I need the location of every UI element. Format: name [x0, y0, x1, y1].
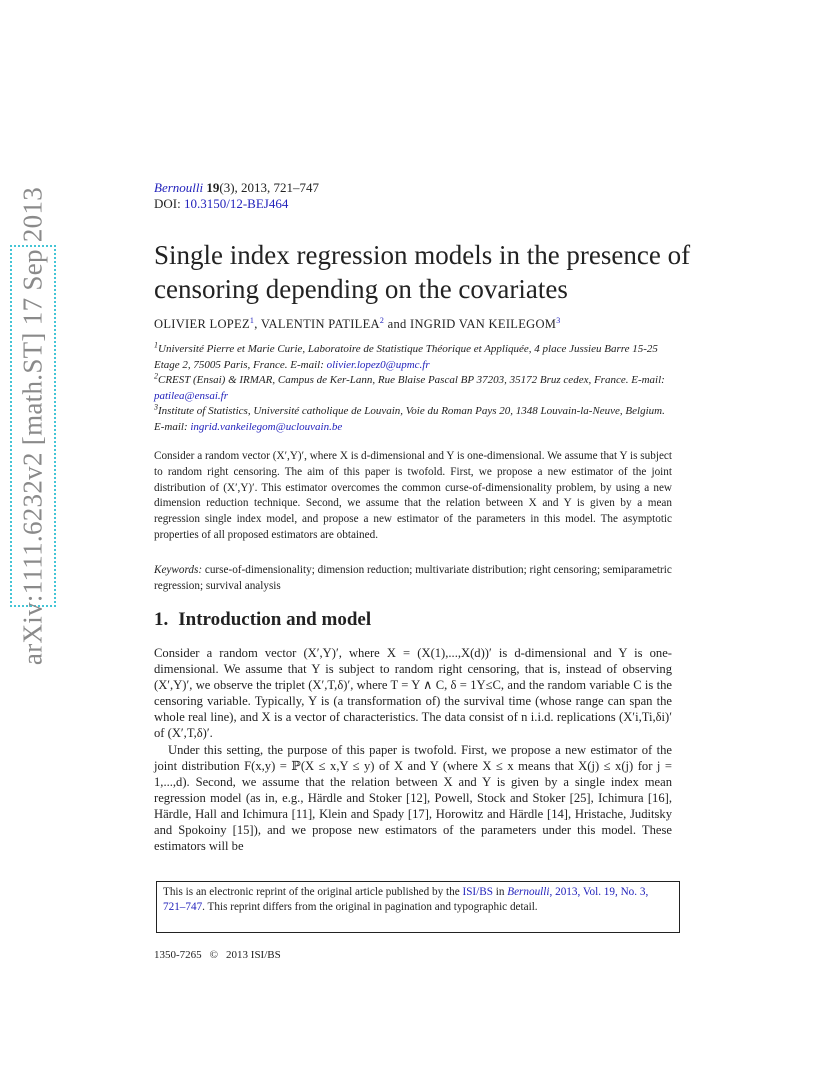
affiliation-3 [154, 404, 674, 435]
affiliation-1-email-link[interactable]: olivier.lopez0@upmc.fr [326, 358, 430, 371]
abstract: Consider a random vector (X′,Y)′, where X is d-dimensional and Y is one-dimensional. We assume that Y is subject to random right censoring. The aim of this paper is twofold. First, we propose a new estimator of the joint distribution of (X′,Y)′. This estimator overcomes the common curse-of-dimensionality problem, by using a new dimension reduction technique. Second, we assume that the relation between X and Y is given by a mean regression single index model, and propose a new estimator of the parameters in this model. The asymptotic properties of all proposed estimators are obtained. [154, 450, 672, 541]
affiliation-1-text: Université Pierre et Marie Curie, Laboratoire de Statistique Théorique et Appliquée, 4 place Jussieu Barre 15-25 Etage 2, 75005 Paris, France. E-mail: [154, 343, 658, 371]
journal-volume: 19 [206, 180, 220, 195]
keywords-text: curse-of-dimensionality; dimension reduction; multivariate distribution; right censoring; semiparametric regression; survival analysis [154, 564, 672, 592]
keywords-label: Keywords: [154, 564, 203, 576]
author-list [154, 317, 561, 332]
arxiv-stamp-text: arXiv:1111.6232v2 [math.ST] 17 Sep 2013 [17, 186, 48, 666]
reprint-citation-link[interactable]: , 2013, Vol. 19, No. 3, 721–747 [163, 886, 649, 914]
journal-issue-pages: (3), 2013, 721–747 [219, 180, 320, 195]
affiliation-3-email-link[interactable]: ingrid.vankeilegom@uclouvain.be [190, 420, 343, 433]
author-2-sup: 2 [379, 315, 385, 325]
keywords [154, 563, 672, 595]
affiliation-2 [154, 373, 674, 404]
affiliations [154, 342, 674, 435]
body-paragraph-2: Under this setting, the purpose of this paper is twofold. First, we propose a new estimator of the joint distribution F(x,y) = ℙ(X ≤ x,Y ≤ y) of X and Y (where X ≤ x means that X(j) ≤ x(j) for j = 1,...,d). Second, we assume that the relation between X and Y is given by a single index mean regression model (as in, e.g., Härdle and Stoker [12], Powell, Stock and Stoker [25], Ichimura [16], Härdle, Hall and Ichimura [11], Klein and Spady [17], Horowitz and Härdle [14], Hristache, Juditsky and Spokoiny [15]), and we propose new estimators of the parameters under this model. These estimators will be [154, 742, 672, 854]
affiliation-2-sup: 2 [154, 371, 158, 381]
reprint-post: . This reprint differs from the original in pagination and typographic detail. [202, 901, 538, 914]
affiliation-1-sup: 1 [154, 340, 158, 350]
copyright-text: 2013 ISI/BS [226, 949, 281, 961]
section-number: 1. [154, 609, 169, 630]
issn-copyright [154, 949, 281, 961]
body-paragraph-1: Consider a random vector (X′,Y)′, where X = (X(1),...,X(d))′ is d-dimensional and Y is one-dimensional. We assume that Y is subject to random right censoring, that is, instead of observing (X′,Y)′, we observe the triplet (X′,T,δ)′, where T = Y ∧ C, δ = 1Y≤C, and the random variable C is the censoring variable. Typically, Y is (a transformation of) the survival time (whose range can span the whole real line), and X is a vector of characteristics. The data consist of n i.i.d. replications (X′i,Ti,δi)′ of (X′,T,δ)′. [154, 646, 672, 741]
author-1-sup: 1 [249, 315, 255, 325]
author-3-sup: 3 [556, 315, 561, 325]
affiliation-1 [154, 342, 674, 373]
author-3: INGRID VAN KEILEGOM [410, 317, 557, 331]
doi-link[interactable]: 10.3150/12-BEJ464 [183, 196, 289, 211]
reprint-mid: in [492, 886, 508, 898]
reprint-pre: This is an electronic reprint of the original article published by the [163, 886, 463, 898]
author-1: OLIVIER LOPEZ [154, 317, 250, 331]
section-heading [154, 609, 371, 631]
author-separator-1: , [254, 317, 261, 331]
reprint-publisher-link[interactable]: ISI/BS [462, 886, 493, 898]
arxiv-stamp [10, 186, 56, 666]
body-text [154, 645, 672, 854]
affiliation-2-text: CREST (Ensai) & IRMAR, Campus de Ker-Lann, Rue Blaise Pascal BP 37203, 35172 Bruz cedex, France. E-mail: [158, 374, 665, 386]
issn-number: 1350-7265 [154, 949, 202, 961]
paper-title: Single index regression models in the presence of censoring depending on the covariates [154, 240, 691, 304]
affiliation-3-text: Institute of Statistics, Université catholique de Louvain, Voie du Roman Pays 20, 1348 Louvain-la-Neuve, Belgium. E-mail: [154, 405, 665, 433]
copyright-icon: © [209, 949, 219, 961]
section-title: Introduction and model [178, 609, 372, 630]
journal-header [154, 180, 319, 212]
author-separator-2: and [384, 317, 411, 331]
affiliation-2-email-link[interactable]: patilea@ensai.fr [154, 389, 228, 402]
author-2: VALENTIN PATILEA [260, 317, 380, 331]
affiliation-3-sup: 3 [154, 402, 158, 412]
reprint-notice-box [156, 881, 680, 933]
journal-name-link[interactable]: Bernoulli [154, 180, 204, 195]
doi-label: DOI: [154, 196, 181, 211]
reprint-journal-link[interactable]: Bernoulli [507, 886, 550, 898]
